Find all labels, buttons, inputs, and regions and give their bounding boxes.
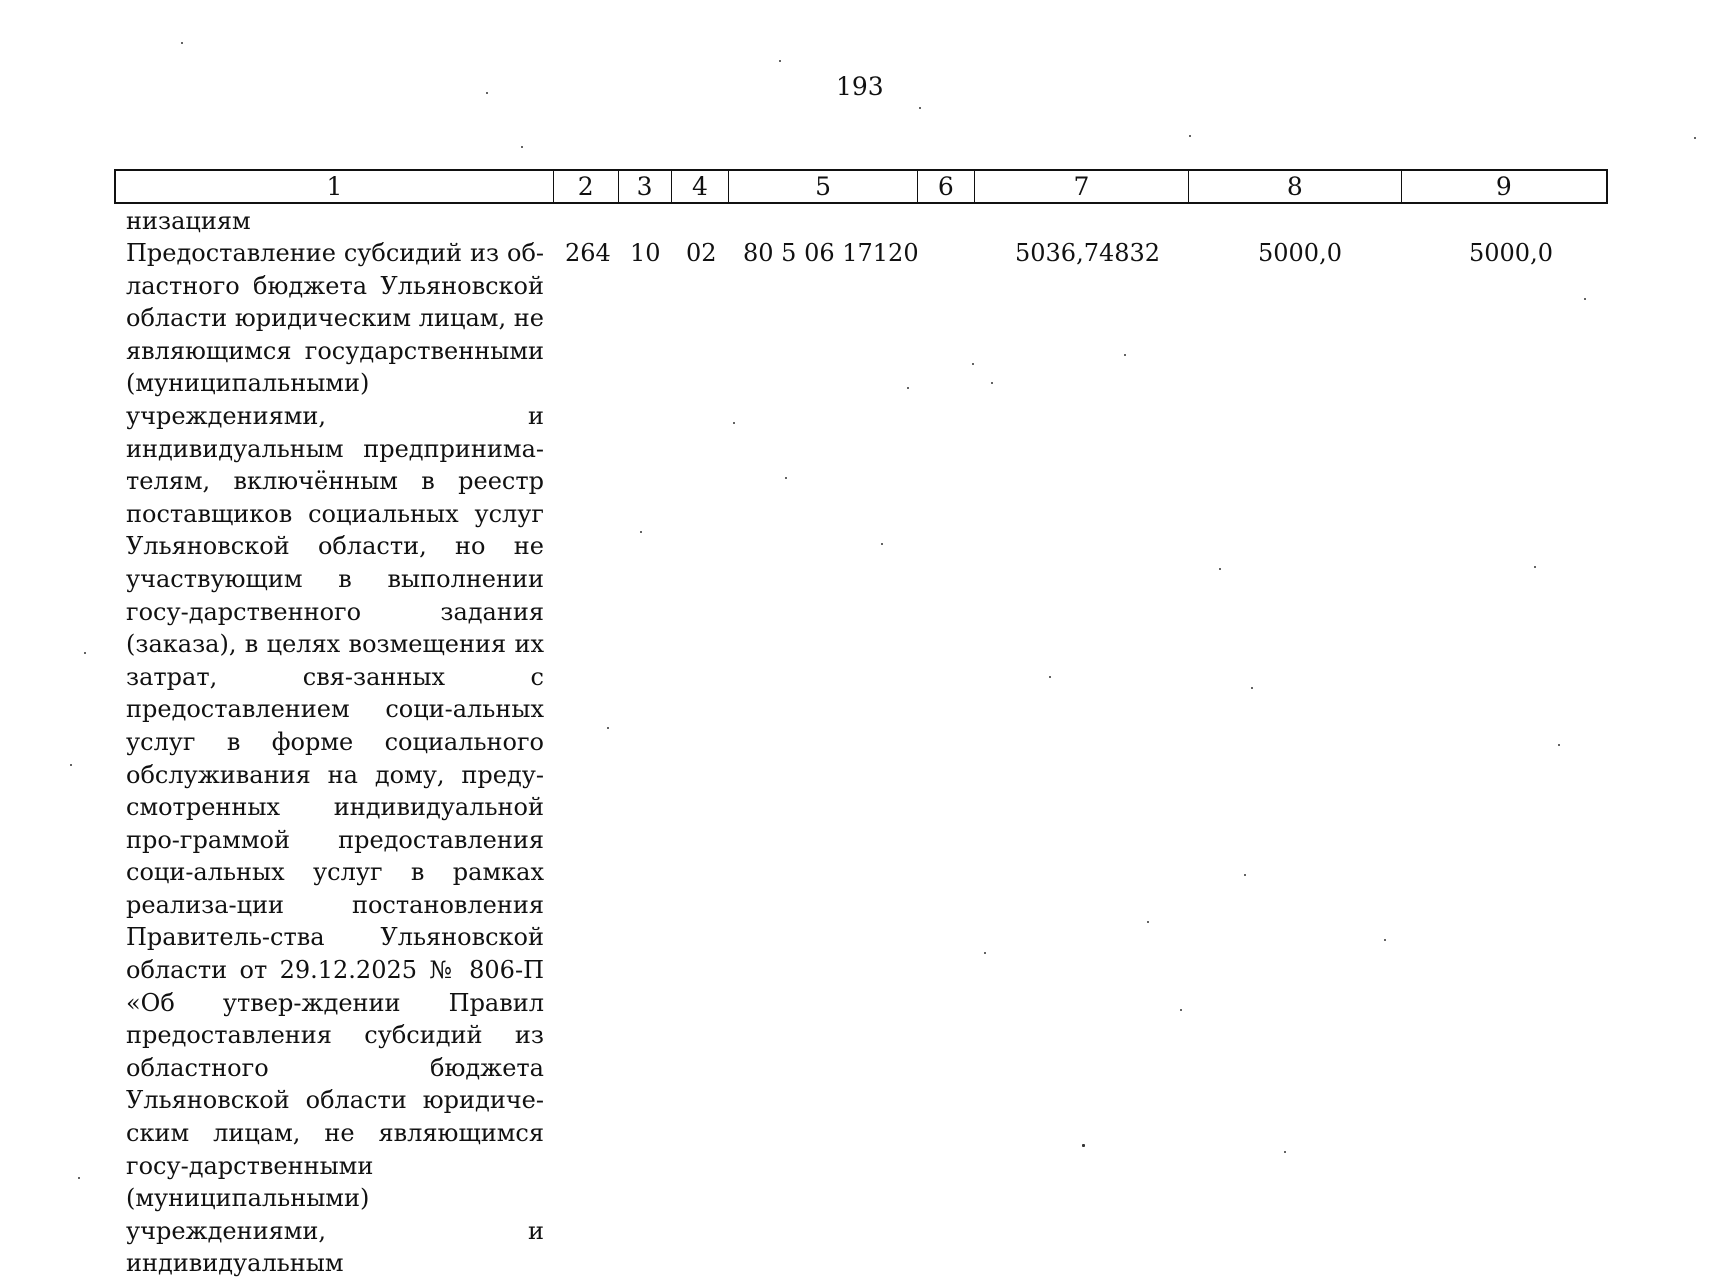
header-cell-7: 7: [975, 171, 1189, 202]
header-cell-6: 6: [918, 171, 975, 202]
scan-speck: [1124, 354, 1126, 356]
scan-speck: [1049, 676, 1051, 678]
row-description: Предоставление субсидий из об-ластного бюджета Ульяновской области юридическим лицам, не являющимся государственными (муниципальными) учреждениями, и индивидуальным предпринима-телям, включённым в реестр поставщиков социальных услуг Ульяновской области, но не участвующим в выполнении госу-дарственного задания (заказа), в целях возмещения их затрат, свя-занных с предоставлением соци-альных услуг в форме социального обслуживания на дому, преду-смотренных индивидуальной про-граммой предоставления соци-альных услуг в рамках реализа-ции постановления Правитель-ства Ульяновской области от 29.12.2025 № 806-П «Об утвер-ждении Правил предоставления субсидий из областного бюджета Ульяновской области юридиче-ским лицам, не являющимся госу-дарственными (муниципальными) учреждениями, и индивидуальным: [126, 239, 544, 1278]
cell-col5: 80 5 06 17120: [743, 239, 919, 267]
scan-speck: [1558, 744, 1560, 746]
scan-speck: [991, 382, 993, 384]
scan-speck: [1082, 1144, 1085, 1147]
scan-speck: [1694, 137, 1696, 139]
scan-speck: [785, 477, 787, 479]
scan-speck: [84, 652, 86, 654]
cell-col9: 5000,0: [1469, 239, 1553, 267]
continuation-text: низациям: [126, 207, 251, 235]
header-cell-9: 9: [1495, 172, 1512, 201]
scan-speck: [70, 764, 72, 766]
scan-speck: [1147, 921, 1149, 923]
scan-speck: [1244, 874, 1246, 876]
scan-speck: [972, 363, 974, 365]
scan-speck: [78, 1177, 80, 1179]
header-cell-5: 5: [729, 171, 918, 202]
scan-speck: [919, 107, 921, 109]
scan-speck: [1180, 1009, 1182, 1011]
header-cell-3: 3: [619, 171, 672, 202]
scan-speck: [486, 92, 488, 94]
scan-speck: [1251, 687, 1253, 689]
cell-col8: 5000,0: [1258, 239, 1342, 267]
scan-speck: [984, 952, 986, 954]
scan-speck: [1189, 135, 1191, 137]
scan-speck: [1219, 568, 1221, 570]
scan-speck: [1534, 566, 1536, 568]
scan-speck: [1284, 1151, 1286, 1153]
header-cell-2: 2: [554, 171, 619, 202]
scan-speck: [779, 60, 781, 62]
cell-col7: 5036,74832: [1015, 239, 1161, 267]
scan-speck: [733, 422, 735, 424]
scan-speck: [881, 543, 883, 545]
cell-col4: 02: [686, 239, 717, 267]
scan-speck: [640, 531, 642, 533]
cell-col3: 10: [630, 239, 661, 267]
cell-col2: 264: [565, 239, 611, 267]
scan-speck: [907, 387, 909, 389]
header-cell-4: 4: [672, 171, 730, 202]
header-cell-1: 1: [116, 171, 554, 202]
scan-speck: [181, 42, 183, 44]
scan-speck: [521, 146, 523, 148]
scan-speck: [1584, 298, 1586, 300]
header-cell-8: 8: [1189, 171, 1401, 202]
page-number: 193: [836, 72, 884, 101]
scan-speck: [1384, 939, 1386, 941]
scan-speck: [607, 727, 609, 729]
table-header-row: [114, 169, 1608, 204]
